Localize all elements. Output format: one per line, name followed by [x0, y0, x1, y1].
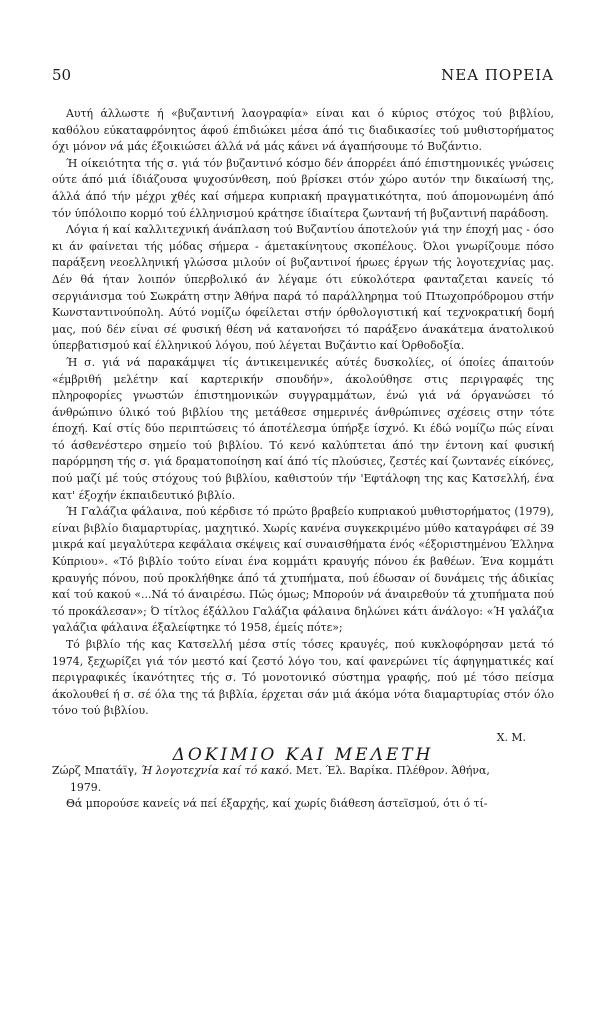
article-body [52, 106, 554, 813]
page-number: 50 [52, 66, 72, 84]
paragraph-2: Ή οίκειότητα τής σ. γιά τόν βυζαντινό κόσμο δέν άπορρέει άπό έπιστημονικές γνώσεις ούτε άπό μιά ίδιάζουσα ψυχοσύνθεση, πού βρίσκει στόν χώρο αυτόν την δικαίωσή της, άλλά άπό τήν μέχρι χθές καί σήμερα κυπριακή πραγματικότητα, πού άπομονωμένη άπό τόν ύπόλοιπο κορμό τού έλληνισμού κράτησε ίδιαίτερα ζωντανή τή βυζαντινή παράδοση. [52, 156, 554, 220]
paragraph-1: Αυτή άλλωστε ή «βυζαντινή λαογραφία» είναι και ό κύριος στόχος τού βιβλίου, καθόλου εύκαταφρόνητος άφού έπιδιώκει μέσα άπό τις διαδικασίες τού μυθιστορήματος όχι μόνον νά μάς έξοικιώσει άλλά νά μάς κάνει νά άγαπήσουμε τό Βυζάντιο. [52, 107, 554, 154]
section-title: ΔΟΚΙΜΙΟ ΚΑΙ ΜΕΛΕΤΗ [172, 744, 434, 765]
book-reference [52, 763, 554, 796]
page-header [52, 66, 554, 84]
review-signature: Χ. Μ. [496, 730, 526, 744]
paragraph-last: Θά μπορούσε κανείς νά πεί έξαρχής, καί χωρίς διάθεση άστεϊσμού, ότι ό τί- [66, 797, 488, 811]
running-head: ΝΕΑ ΠΟΡΕΙΑ [441, 66, 554, 84]
paragraph-6: Τό βιβλίο τής κας Κατσελλή μέσα στίς τόσες κραυγές, πού κυκλοφόρησαν μετά τό 1974, ξεχωρίζει γιά τόν μεστό καί ζεστό λόγο του, καί φανερώνει τίς άφηγηματικές καί περιγραφικές ίκανότητες τής σ. Τό μονοτονικό σύστημα γραφής, πού μέ τόσο πείσμα άκολουθεί ή σ. σέ όλα της τά βιβλία, έρχεται σάν μιά άκόμα νότα διαμαρτυρίας στόν όλο τόνο τού βιβλίου. [52, 638, 554, 718]
reference-year: 1979. [70, 780, 102, 794]
paragraph-3: Λόγια ή καί καλλιτεχνική άνάπλαση τού Βυζαντίου άποτελούν γιά την έποχή μας - όσο κι άν φαίνεται τής μόδας σήμερα - άμετακίνητους σκοπέλους. Όλοι γνωρίζουμε πόσο παράξενη νεοελληνική γλώσσα μιλούν οί βυζαντινοί ήρωες έργων τής λογοτεχνίας μας. Δέν θά ήταν λοιπόν ύπερβολικό άν λέγαμε ότι εύκολότερα φανταζεται κανείς τό σεργιάνισμα τού Σωκράτη στην Άθήνα παρά τό παράλληρημα τού Πτωχοπρόδρομου στήν Κωνσταντινούπολη. Αύτό νομίζω όφείλεται στήν όρθολογιστική καί τεχνοκρατική δομή μας, πού δέν είναι σέ φυσική θέση νά κατανοήσει τό παράξενο άνακάτεμα άνατολικού ύπερβατισμού καί έλληνικού λόγου, πού λέγεται Βυζάντιο καί Όρθοδοξία. [52, 223, 554, 353]
reference-author: Ζώρζ Μπατάϊγ, [52, 764, 138, 778]
reference-details: Μετ. Έλ. Βαρίκα. Πλέθρον. Άθήνα, [295, 764, 490, 778]
paragraph-5: Ή Γαλάζια φάλαινα, πού κέρδισε τό πρώτο βραβείο κυπριακού μυθιστορήματος (1979), είναι βιβλίο διαμαρτυρίας, μαχητικό. Χωρίς κανένα συγκεκριμένο μύθο καταγράφει σέ 39 μικρά καί μεγαλύτερα κεφάλαια σκέψεις καί συναισθήματα ένός «έξοριστημένου Έλληνα Κύπριου». «Τό βιβλίο τούτο είναι ένα κομμάτι κραυγής πόνου έκ βαθέων. Ένα κομμάτι κραυγής πόνου, πού προκλήθηκε άπό τά χτυπήματα, πού έδωσαν οί δυνάμεις τής άδικίας καί τού κακού «...Νά τό άναιρέσω. Πώς όμως; Μπορούν νά άναιρεθούν τά χτυπήματα πού τό προκάλεσαν»; Ό τίτλος έξάλλου Γαλάζια φάλαινα δηλώνει κάτι άνάλογο: «Ή γαλάζια γαλάζια φάλαινα έξαλείφτηκε τό 1958, έμείς πότε»; [52, 505, 554, 635]
paragraph-4: Ή σ. γιά νά παρακάμψει τίς άντικειμενικές αύτές δυσκολίες, οί όποίες άπαιτούν «έμβριθή μελέτην καί καρτερικήν σπουδήν», άκολούθησε στις περιγραφές της πληροφορίες γνωστών έπιστημονικών συγγραμμάτων, ένώ γιά νά όργανώσει τό άνθρώπινο ύλικό τού βιβλίου της μετάθεσε σημερινές άνθρώπινες σχέσεις στην τότε έποχή. Καί στίς δύο περιπτώσεις τό άποτέλεσμα ύπήρξε ίσχνό. Κι έδώ νομίζω πώς είναι τό άσθενέστερο σημείο τού βιβλίου. Τό κενό καλύπτεται άπό την έντονη καί φυσική παρόρμηση τής σ. γιά δραματοποίηση καί άπό τίς πλούσιες, ζεστές καί ζωντανές είκόνες, πού μαζί μέ τούς στόχους τού βιβλίου, καθιστούν τήν 'Εφτάλοφη της κας Κατσελλή, ένα κατ' έξοχήν έκπαιδευτικό βιβλίο. [52, 355, 554, 502]
reference-title: Ή λογοτεχνία καί τό κακό. [140, 764, 293, 778]
